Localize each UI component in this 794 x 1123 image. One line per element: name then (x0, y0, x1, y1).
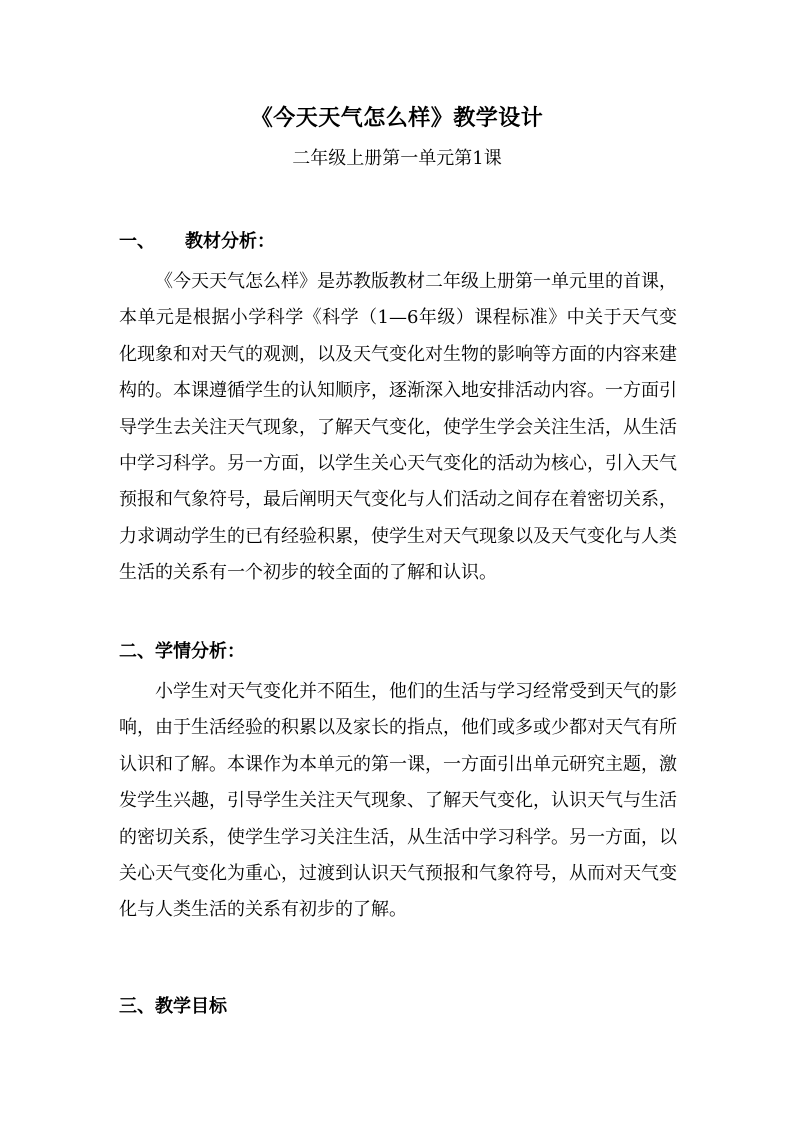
section-paragraph-2: 小学生对天气变化并不陌生，他们的生活与学习经常受到天气的影响，由于生活经验的积累以及家长的指点，他们或多或少都对天气有所认识和了解。本课作为本单元的第一课，一方面引出单元研究主题，激发学生兴趣，引导学生关注天气现象、了解天气变化，认识天气与生活的密切关系，使学生学习关注生活，从生活中学习科学。另一方面，以关心天气变化为重心，过渡到认识天气预报和气象符号，从而对天气变化与人类生活的关系有初步的了解。 (119, 681, 677, 921)
section-title-3: 教学目标 (155, 996, 227, 1017)
section-heading-2 (119, 638, 245, 666)
section-heading-3 (119, 993, 227, 1021)
section-title-2: 学情分析： (155, 641, 245, 662)
section-paragraph-1: 《今天天气怎么样》是苏教版教材二年级上册第一单元里的首课，本单元是根据小学科学《科学（1—6年级）课程标准》中关于天气变化现象和对天气的观测，以及天气变化对生物的影响等方面的内容来建构的。本课遵循学生的认知顺序，逐渐深入地安排活动内容。一方面引导学生去关注天气现象，了解天气变化，使学生学会关注生活，从生活中学习科学。另一方面，以学生关心天气变化的活动为核心，引入天气预报和气象符号，最后阐明天气变化与人们活动之间存在着密切关系，力求调动学生的已有经验积累，使学生对天气现象以及天气变化与人类生活的关系有一个初步的较全面的了解和认识。 (119, 271, 677, 584)
section-heading-1 (119, 228, 275, 256)
document-subtitle: 二年级上册第一单元第1课 (292, 148, 502, 169)
section-number-1: 一、 (119, 231, 155, 252)
section-number-3: 三、 (119, 996, 155, 1017)
document-title: 《今天天气怎么样》教学设计 (250, 105, 544, 131)
section-title-1: 教材分析： (185, 231, 275, 252)
section-number-2: 二、 (119, 641, 155, 662)
